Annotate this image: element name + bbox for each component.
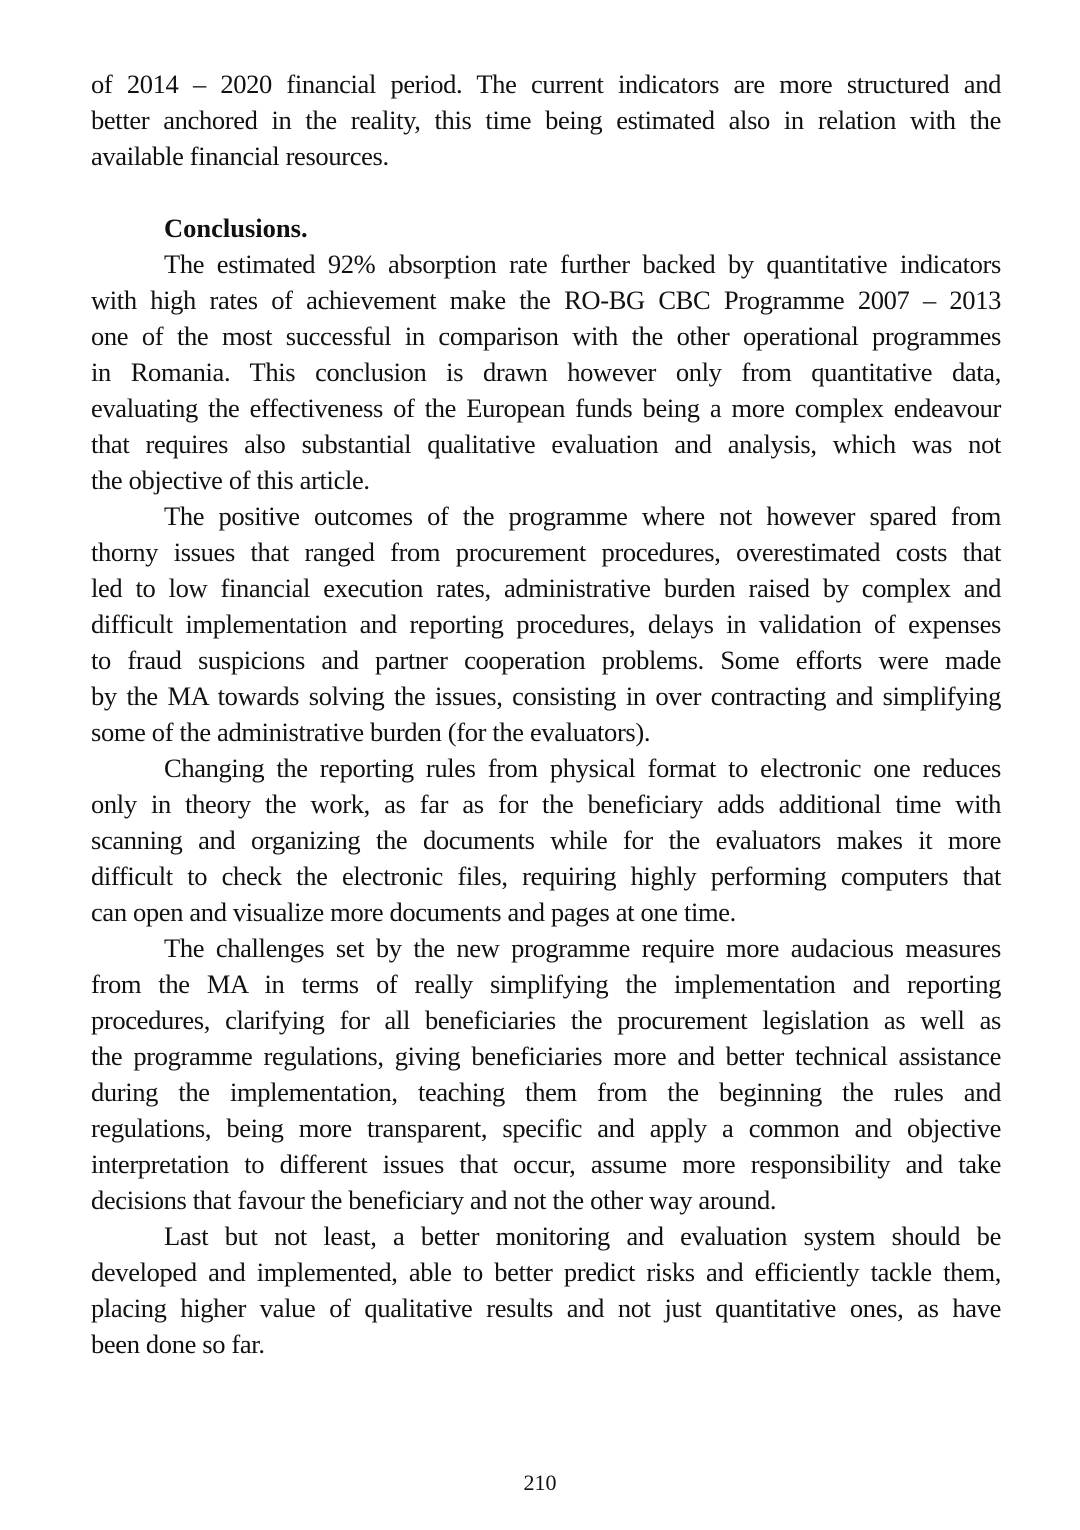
text-line: to fraud suspicions and partner cooperation problems. Some efforts were made [91, 645, 1001, 675]
paragraph-challenges [91, 930, 1001, 1218]
paragraph-spacer [91, 174, 1001, 210]
text-line: thorny issues that ranged from procurement procedures, overestimated costs that [91, 537, 1001, 567]
text-line: during the implementation, teaching them from the beginning the rules and [91, 1077, 1001, 1107]
text-line: some of the administrative burden (for the evaluators). [91, 717, 651, 747]
text-line: difficult to check the electronic files, requiring highly performing computers that [91, 861, 1001, 891]
text-line: in Romania. This conclusion is drawn however only from quantitative data, [91, 357, 1001, 387]
text-line: The positive outcomes of the programme where not however spared from [164, 501, 1001, 531]
text-line: from the MA in terms of really simplifying the implementation and reporting [91, 969, 1001, 999]
text-line: can open and visualize more documents and pages at one time. [91, 897, 736, 927]
text-line: one of the most successful in comparison with the other operational programmes [91, 321, 1001, 351]
text-line: been done so far. [91, 1329, 265, 1359]
paragraph-monitoring [91, 1218, 1001, 1362]
text-line: that requires also substantial qualitative evaluation and analysis, which was not [91, 429, 1001, 459]
text-line: the programme regulations, giving beneficiaries more and better technical assistance [91, 1041, 1001, 1071]
text-line: developed and implemented, able to better predict risks and efficiently tackle them, [91, 1257, 1001, 1287]
text-line: the objective of this article. [91, 465, 370, 495]
text-line: placing higher value of qualitative results and not just quantitative ones, as have [91, 1293, 1001, 1323]
text-line: Last but not least, a better monitoring and evaluation system should be [164, 1221, 1001, 1251]
text-line: available financial resources. [91, 141, 389, 171]
text-line: with high rates of achievement make the RO-BG CBC Programme 2007 – 2013 [91, 285, 1001, 315]
document-page [91, 66, 1001, 1362]
text-line: Changing the reporting rules from physical format to electronic one reduces [164, 753, 1001, 783]
paragraph-thorny-issues [91, 498, 1001, 750]
section-heading: Conclusions. [164, 213, 308, 243]
text-line: regulations, being more transparent, specific and apply a common and objective [91, 1113, 1001, 1143]
text-line: procedures, clarifying for all beneficiaries the procurement legislation as well as [91, 1005, 1001, 1035]
text-line: evaluating the effectiveness of the European funds being a more complex endeavour [91, 393, 1001, 423]
text-line: The challenges set by the new programme require more audacious measures [164, 933, 1001, 963]
text-line: led to low financial execution rates, administrative burden raised by complex and [91, 573, 1001, 603]
text-line: by the MA towards solving the issues, consisting in over contracting and simplifying [91, 681, 1001, 711]
text-line: decisions that favour the beneficiary and not the other way around. [91, 1185, 777, 1215]
text-line: of 2014 – 2020 financial period. The current indicators are more structured and [91, 69, 1001, 99]
paragraph-electronic-reporting [91, 750, 1001, 930]
intro-paragraph [91, 66, 1001, 174]
text-line: better anchored in the reality, this time being estimated also in relation with the [91, 105, 1001, 135]
text-line: The estimated 92% absorption rate further backed by quantitative indicators [164, 249, 1001, 279]
text-line: difficult implementation and reporting procedures, delays in validation of expenses [91, 609, 1001, 639]
text-line: only in theory the work, as far as for the beneficiary adds additional time with [91, 789, 1001, 819]
text-line: interpretation to different issues that occur, assume more responsibility and take [91, 1149, 1001, 1179]
paragraph-absorption-rate [91, 246, 1001, 498]
text-line: scanning and organizing the documents while for the evaluators makes it more [91, 825, 1001, 855]
page-number: 210 [523, 1470, 557, 1495]
